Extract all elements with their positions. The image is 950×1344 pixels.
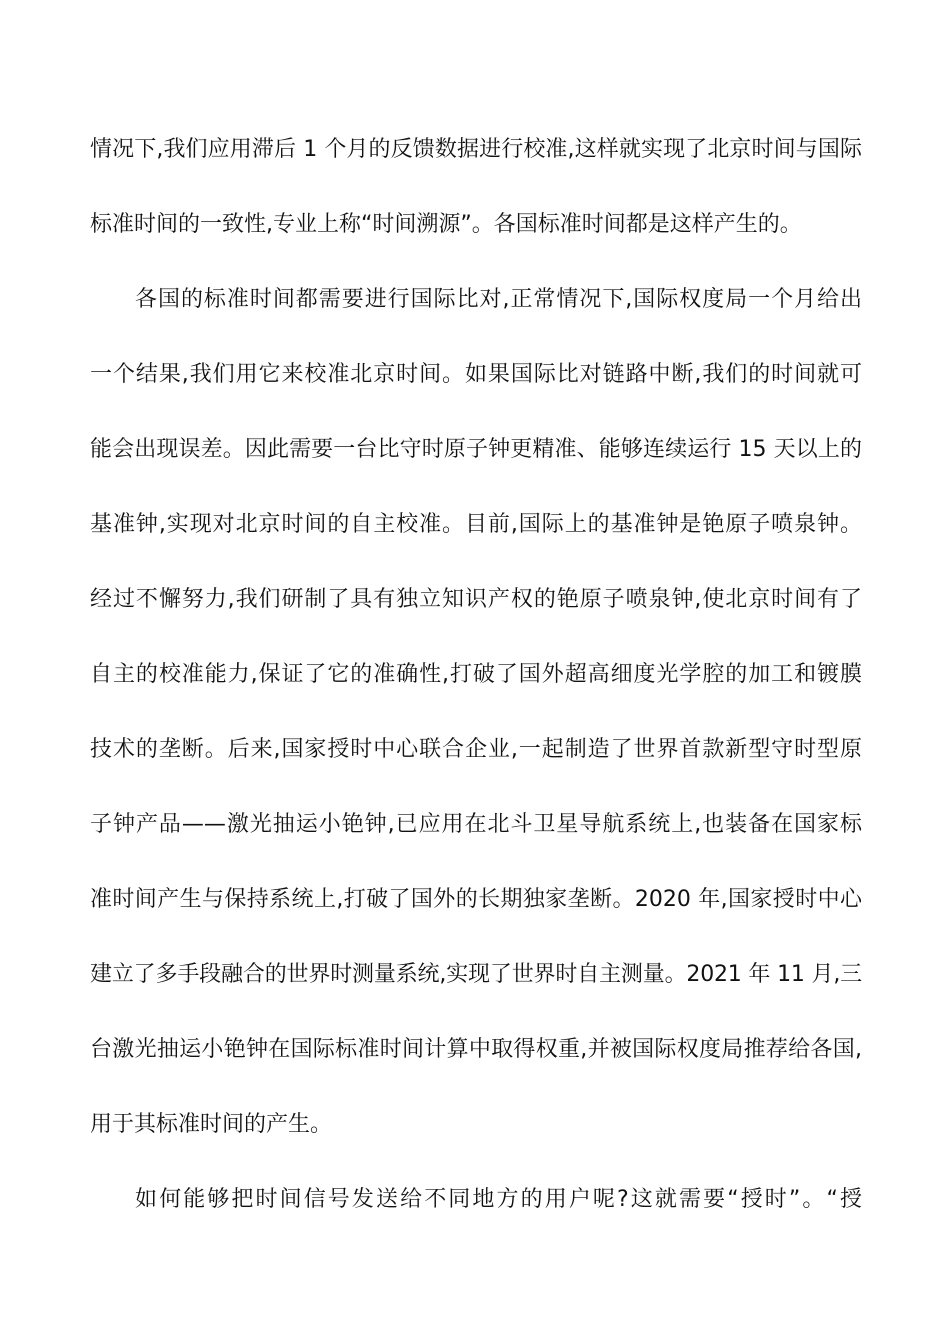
- paragraph-line-8: 自主的校准能力,保证了它的准确性,打破了国外超高细度光学腔的加工和镀膜: [90, 662, 862, 687]
- paragraph-line-9: 技术的垄断。后来,国家授时中心联合企业,一起制造了世界首款新型守时型原: [90, 737, 862, 762]
- paragraph-line-10: 子钟产品——激光抽运小铯钟,已应用在北斗卫星导航系统上,也装备在国家标: [90, 812, 862, 837]
- paragraph-line-15: 如何能够把时间信号发送给不同地方的用户呢?这就需要“授时”。“授: [135, 1187, 862, 1212]
- paragraph-line-4: 一个结果,我们用它来校准北京时间。如果国际比对链路中断,我们的时间就可: [90, 362, 862, 387]
- paragraph-line-7: 经过不懈努力,我们研制了具有独立知识产权的铯原子喷泉钟,使北京时间有了: [90, 587, 862, 612]
- paragraph-line-1: 情况下,我们应用滞后 1 个月的反馈数据进行校准,这样就实现了北京时间与国际: [90, 137, 862, 162]
- paragraph-line-3: 各国的标准时间都需要进行国际比对,正常情况下,国际权度局一个月给出: [135, 287, 862, 312]
- paragraph-line-6: 基准钟,实现对北京时间的自主校准。目前,国际上的基准钟是铯原子喷泉钟。: [90, 512, 862, 537]
- paragraph-line-5: 能会出现误差。因此需要一台比守时原子钟更精准、能够连续运行 15 天以上的: [90, 437, 862, 462]
- paragraph-line-13: 台激光抽运小铯钟在国际标准时间计算中取得权重,并被国际权度局推荐给各国,: [90, 1037, 862, 1062]
- paragraph-line-11: 准时间产生与保持系统上,打破了国外的长期独家垄断。2020 年,国家授时中心: [90, 887, 862, 912]
- paragraph-line-12: 建立了多手段融合的世界时测量系统,实现了世界时自主测量。2021 年 11 月,三: [90, 962, 862, 987]
- paragraph-line-14: 用于其标准时间的产生。: [90, 1112, 333, 1137]
- paragraph-line-2: 标准时间的一致性,专业上称“时间溯源”。各国标准时间都是这样产生的。: [90, 212, 802, 237]
